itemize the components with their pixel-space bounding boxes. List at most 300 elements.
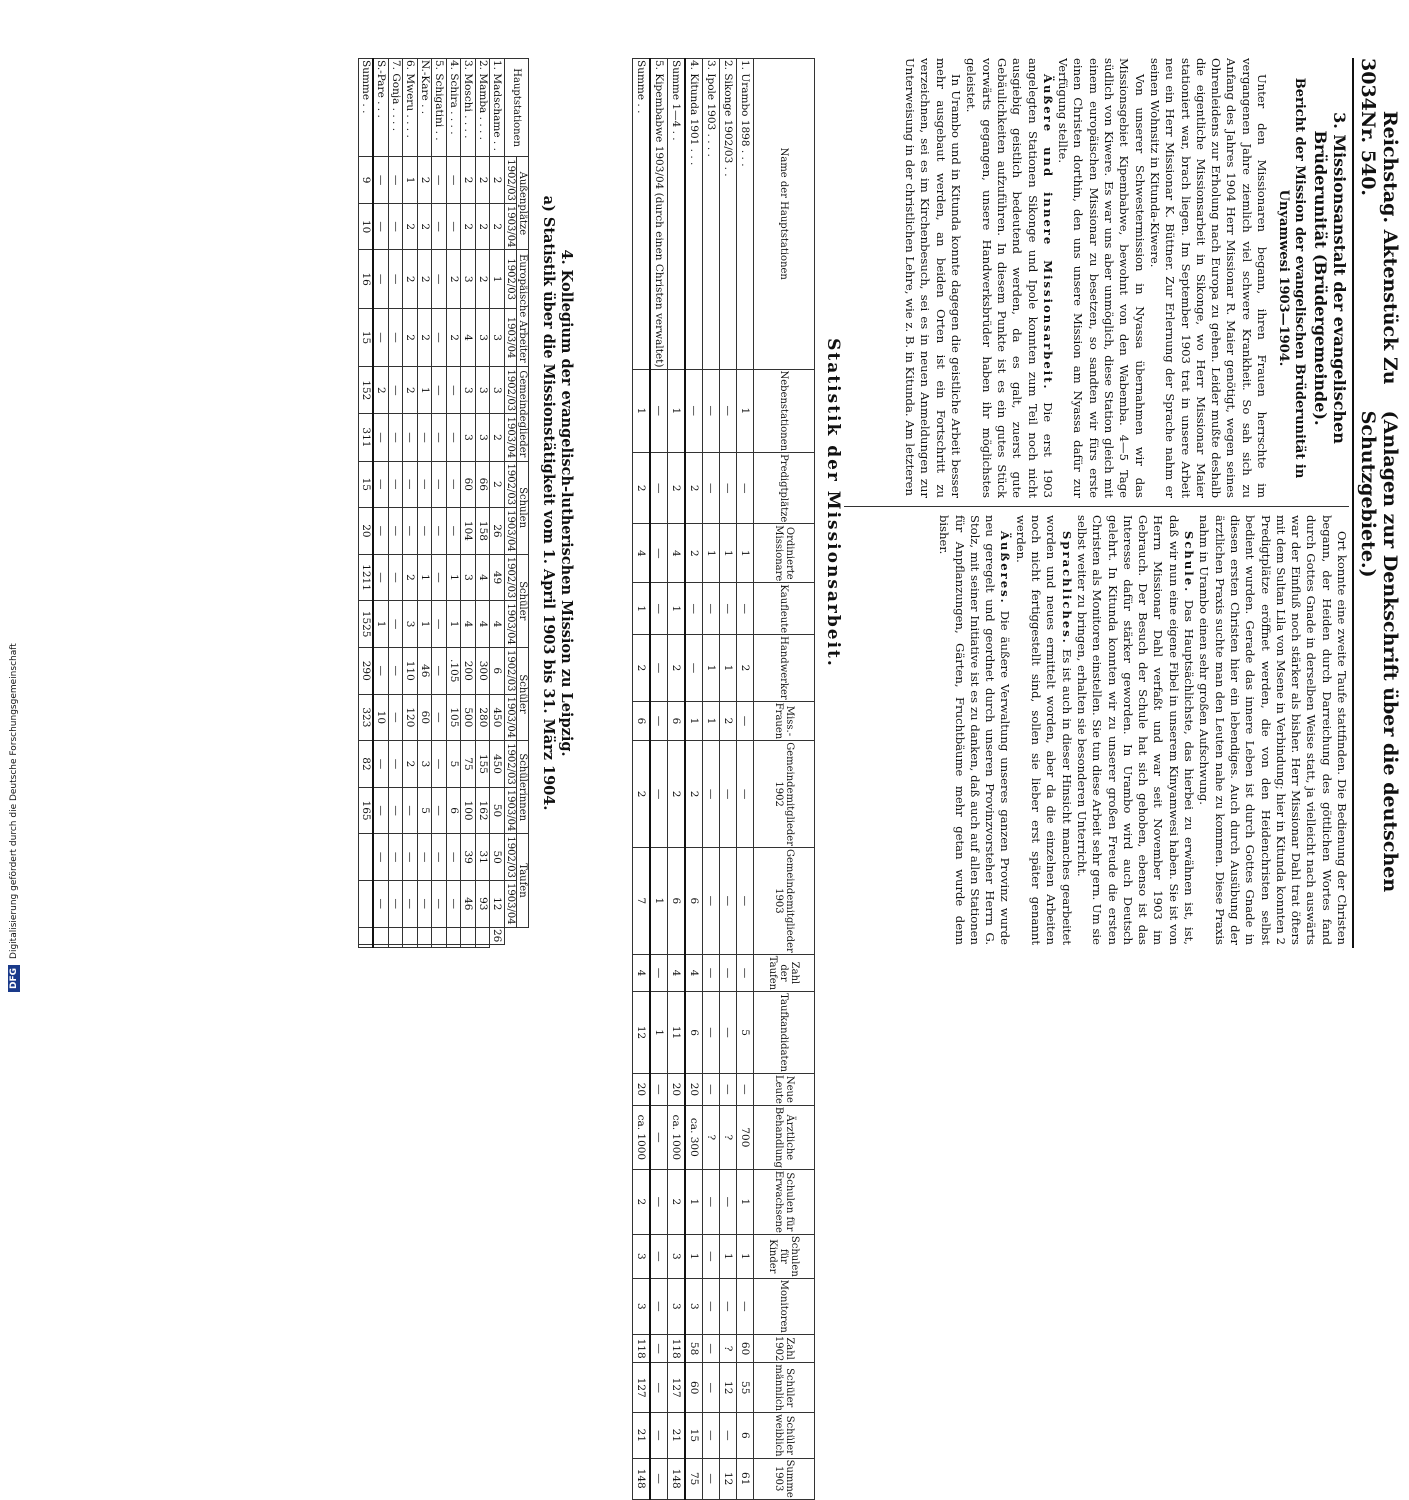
table-row: [737, 59, 754, 1500]
station-name-cell: 3. Ipole 1903 . . . .: [703, 59, 720, 370]
table-cell: [418, 927, 433, 944]
page-number: 3034: [1357, 58, 1379, 111]
table-cell: —: [432, 508, 447, 555]
table-cell: —: [720, 741, 737, 848]
table-cell: —: [650, 954, 668, 991]
table-row: [685, 59, 703, 1500]
table-cell: 323: [359, 694, 374, 741]
table-cell: 2: [668, 1169, 686, 1234]
table-cell: —: [737, 701, 754, 740]
table-cell: 148: [668, 1458, 686, 1499]
station-name-cell: 1. Madschame . .: [490, 59, 505, 157]
table-cell: —: [720, 1169, 737, 1234]
table-cell: 3: [461, 414, 476, 461]
table-cell: —: [703, 954, 720, 991]
table-cell: 2: [737, 635, 754, 702]
table-cell: ca. 300: [685, 1105, 703, 1169]
table-cell: 2: [633, 635, 651, 702]
table-cell: —: [432, 461, 447, 508]
table-cell: 6: [685, 992, 703, 1074]
table-year-cell: 1902/03: [505, 250, 517, 308]
table-cell: ?: [720, 1334, 737, 1362]
table-row: [650, 59, 668, 1500]
table-cell: 1: [737, 1234, 754, 1278]
table-cell: —: [418, 834, 433, 881]
table-cell: —: [374, 250, 389, 308]
table-cell: —: [389, 367, 404, 414]
table-cell: 4: [633, 954, 651, 991]
table-cell: 1: [720, 524, 737, 583]
table-cell: .105: [447, 647, 462, 694]
table-cell: 2: [668, 453, 686, 524]
table-cell: —: [432, 554, 447, 601]
table-row: [720, 59, 737, 1500]
table-header-cell: Schüler männlich: [754, 1363, 815, 1413]
table-year-cell: 1902/03: [505, 834, 517, 881]
table-row: [461, 59, 476, 948]
table-cell: —: [447, 157, 462, 204]
table-cell: 3: [461, 367, 476, 414]
table-cell: 7: [633, 847, 651, 954]
table-cell: 49: [490, 554, 505, 601]
table-cell: 12: [720, 1363, 737, 1413]
table-cell: —: [374, 880, 389, 927]
table-cell: 1: [490, 250, 505, 308]
table-cell: 2: [403, 203, 418, 250]
table-cell: —: [403, 508, 418, 555]
table-cell: 148: [633, 1458, 651, 1499]
table-year-cell: 1903/04: [505, 880, 517, 927]
table-header-cell: Handwerker: [754, 635, 815, 702]
table-header-cell: Neue Leute: [754, 1073, 815, 1105]
table-cell: —: [432, 250, 447, 308]
table-cell: 2: [447, 308, 462, 366]
table-cell: 3: [668, 1234, 686, 1278]
table-cell: 105: [447, 694, 462, 741]
table-cell: —: [720, 1073, 737, 1105]
table-cell: 2: [685, 524, 703, 583]
table-header-cell: Taufkandidaten: [754, 992, 815, 1074]
paragraph: [936, 515, 1012, 945]
table-cell: —: [720, 453, 737, 524]
table-cell: 1: [650, 847, 668, 954]
table-cell: 1211: [359, 554, 374, 601]
paragraph-lead: Äußeres.: [998, 531, 1013, 605]
text-column-right: [844, 515, 1349, 945]
station-name-cell: 6. Mweru . . . .: [403, 59, 418, 157]
table-cell: 1: [418, 554, 433, 601]
table-cell: 1: [685, 701, 703, 740]
table-cell: 10: [374, 694, 389, 741]
table-cell: 311: [359, 414, 374, 461]
station-name-cell: S.-Pare . . .: [374, 59, 389, 157]
digitization-footer: [0, 0, 28, 1000]
table-year-cell: 1903/04: [505, 308, 517, 366]
table-cell: —: [650, 1413, 668, 1459]
section-4-heading: [539, 58, 575, 948]
table-cell: ca. 1000: [633, 1105, 651, 1169]
table-cell: —: [389, 461, 404, 508]
table-year-cell: 1902/03: [505, 461, 517, 508]
table-cell: —: [720, 954, 737, 991]
paragraph: [1012, 515, 1073, 945]
table-cell: 155: [476, 741, 491, 788]
table-cell: —: [432, 367, 447, 414]
table-year-cell: 1903/04: [505, 203, 517, 250]
table-cell: 2: [476, 250, 491, 308]
paragraph: Ort konnte eine zweite Taufe stattfinden. Die Bedienung der Christen begann, der Heiden durch Darreichung des göttlichen Wortes fand durch Gottes Gnade in derselben Weise statt, ja vielleicht nach auswärts war der Einfluß noch stärker als bisher. Herr Missionar Dahl trat öfters mit dem Sultan Lila von Msene in Verbindung; hier in Kitunda konnten 2 Predigtplätze eröffnet werden, die von den Heidenchristen selbst bedient wurden. Gerade das innere Leben ist durch Gottes Gnade in diesen ersten Christen hier ein lebendiges. Auch durch Ausübung der ärztlichen Praxis suchte man den Leuten nahe zu kommen. Diese Praxis nahm in Urambo einen sehr großen Aufschwung.: [1197, 515, 1349, 945]
table-cell: —: [703, 369, 720, 453]
table-cell: 6: [447, 787, 462, 834]
table-cell: 20: [685, 1073, 703, 1105]
table-cell: 1: [703, 524, 720, 583]
table-cell: —: [374, 741, 389, 788]
table-header-cell: Nebenstationen: [754, 369, 815, 453]
table-cell: —: [685, 635, 703, 702]
table-group-header-cell: Schüler: [517, 554, 529, 647]
table-cell: —: [447, 203, 462, 250]
table-cell: —: [720, 847, 737, 954]
table-cell: 46: [461, 880, 476, 927]
table-cell: 2: [403, 367, 418, 414]
table-cell: 12: [633, 992, 651, 1074]
table-header-cell: Monitoren: [754, 1278, 815, 1334]
paragraph: In Urambo und in Kitunda konnte dagegen die geistliche Arbeit besser mehr ausgebaut werden, an beiden Orten ist ein Fortschritt zu verzeichnen, sei es im Kirchenbesuch, sei es in neuen Anmeldungen zur Unterweisung in der christlichen Lehre, wie z. B. in Kitunda. Am letzteren: [903, 58, 964, 498]
table-cell: 4: [633, 524, 651, 583]
running-title: Reichstag. Aktenstück Zu Nr. 540.: [1357, 110, 1401, 385]
table-cell: 20: [633, 1073, 651, 1105]
table-cell: —: [432, 787, 447, 834]
paragraph-lead: Schule.: [1182, 531, 1197, 594]
table-cell: —: [374, 157, 389, 204]
table-cell: 2: [685, 453, 703, 524]
table-cell: [476, 927, 491, 944]
table-cell: 60: [685, 1363, 703, 1413]
table-cell: —: [389, 203, 404, 250]
table-cell: 4: [461, 308, 476, 366]
table-cell: —: [389, 647, 404, 694]
table-cell: 5: [447, 741, 462, 788]
station-name-cell: 2. Sikonge 1902/03 . .: [720, 59, 737, 370]
table-year-cell: 1902/03: [505, 157, 517, 204]
table-cell: 2: [490, 414, 505, 461]
table-cell: 6: [633, 701, 651, 740]
table-cell: —: [389, 508, 404, 555]
table-header-cell: Gemeindemitglieder 1902: [754, 741, 815, 848]
table-group-header-row: [517, 59, 529, 948]
station-name-cell: 7. Gonja . . . .: [389, 59, 404, 157]
table-cell: —: [703, 992, 720, 1074]
table-cell: —: [650, 1278, 668, 1334]
table-cell: —: [650, 583, 668, 635]
table-cell: —: [432, 414, 447, 461]
table-cell: —: [447, 508, 462, 555]
table-cell: 1: [737, 369, 754, 453]
table-cell: 2: [461, 157, 476, 204]
table-cell: [476, 944, 491, 947]
table-cell: 1: [703, 701, 720, 740]
table-row: [703, 59, 720, 1500]
table-cell: 120: [403, 694, 418, 741]
table-cell: 3: [476, 414, 491, 461]
table-cell: —: [703, 1234, 720, 1278]
table-cell: —: [389, 601, 404, 648]
table-cell: 3: [403, 601, 418, 648]
table-cell: 2: [490, 203, 505, 250]
station-name-cell: 5. Kipembabwe 1903/04 (durch einen Christen verwaltet): [650, 59, 668, 370]
table-cell: —: [650, 1105, 668, 1169]
table-cell: 1: [685, 1169, 703, 1234]
table-year-cell: 1903/04: [505, 694, 517, 741]
text-column-left: [844, 58, 1349, 498]
table-cell: 15: [685, 1413, 703, 1459]
table-cell: —: [374, 647, 389, 694]
table-cell: 300: [476, 647, 491, 694]
table-cell: 4: [476, 601, 491, 648]
table-cell: 450: [490, 741, 505, 788]
table-cell: 2: [418, 203, 433, 250]
table-cell: 1: [668, 369, 686, 453]
footer-text: Digitalisierung gefördert durch die Deutsche Forschungsgemeinschaft: [9, 643, 19, 959]
table-cell: —: [650, 1234, 668, 1278]
table-cell: 1: [633, 369, 651, 453]
table-cell: 100: [461, 787, 476, 834]
table-cell: —: [737, 583, 754, 635]
station-name-cell: 3. Moschi . . . .: [461, 59, 476, 157]
table-cell: 3: [633, 1278, 651, 1334]
table-cell: 26: [490, 508, 505, 555]
table-group-header-cell: Gemeindeglieder: [517, 367, 529, 461]
table-header-cell: Schüler weiblich: [754, 1413, 815, 1459]
table-cell: —: [650, 635, 668, 702]
table-cell: 21: [668, 1413, 686, 1459]
table-cell: 2: [403, 554, 418, 601]
table-row: [389, 59, 404, 948]
table-cell: 75: [685, 1458, 703, 1499]
paragraph: [1074, 515, 1196, 945]
table-cell: —: [432, 834, 447, 881]
report-title: Bericht der Mission der evangelischen Brüderunität in Unyamwesi 1903—1904.: [1276, 77, 1307, 479]
table-cell: —: [389, 414, 404, 461]
table-year-cell: 1903/04: [505, 414, 517, 461]
table-cell: 26: [491, 928, 504, 943]
table-cell: 118: [633, 1334, 651, 1362]
table-cell: —: [389, 787, 404, 834]
table-cell: [403, 927, 418, 944]
station-name-cell: 4. Schira . . . .: [447, 59, 462, 157]
table-year-cell: 1903/04: [505, 508, 517, 555]
table-cell: —: [737, 1278, 754, 1334]
section-4-title: 4. Kollegium der evangelisch-lutherischen Mission zu Leipzig.: [558, 249, 575, 757]
table-cell: 127: [668, 1363, 686, 1413]
table-cell: 450: [490, 694, 505, 741]
station-name-cell: 2. Mamba . . . .: [476, 59, 491, 157]
table-cell: —: [650, 524, 668, 583]
table-cell: —: [703, 1169, 720, 1234]
table-cell: 2: [490, 157, 505, 204]
table-group-header-cell: Schulen: [517, 461, 529, 554]
table-cell: 2: [720, 701, 737, 740]
paragraph-text: Die äußere Verwaltung unseres ganzen Provinz wurde neu geregelt und geordnet durch unseren Provinzvorsteher Herrn G. Stolz, mit seiner Initiative ist es zu danken, daß auch auf allen Stationen für Anpflanzungen, Gärten, Fruchtbäume mehr getan wurde denn bisher.: [937, 515, 1013, 945]
section-4-subtitle: a) Statistik über die Missionstätigkeit vom 1. April 1903 bis 31. März 1904.: [540, 195, 557, 811]
table-cell: 104: [461, 508, 476, 555]
table-cell: 75: [461, 741, 476, 788]
table-cell: 2: [490, 461, 505, 508]
table-cell: 1: [374, 601, 389, 648]
table-cell: 118: [668, 1334, 686, 1362]
table-cell: —: [650, 1458, 668, 1499]
table-cell: 1: [418, 367, 433, 414]
table-cell: 60: [418, 694, 433, 741]
table-group-header-cell: Hauptstationen: [505, 59, 529, 157]
table-year-cell: 1902/03: [505, 741, 517, 788]
table-cell: 2: [418, 308, 433, 366]
table-cell: 1: [737, 1169, 754, 1234]
table-cell: [359, 927, 374, 944]
table-group-header-cell: Europäische Arbeiter: [517, 250, 529, 367]
table-cell: 15: [359, 461, 374, 508]
table-cell: [461, 927, 476, 944]
table-cell: 162: [476, 787, 491, 834]
table-year-cell: 1902/03: [505, 554, 517, 601]
table-cell: —: [447, 834, 462, 881]
paragraph: Unter den Missionaren begann, ihren Frauen herrschte im vergangenen Jahre ziemlich viel schwere Krankheit. So sah sich zu Anfang des Jahres 1904 Herr Missionar R. Maier genötigt, wegen seines Ohrenleidens zur Erholung nach Europa zu gehen. Leider mußte deshalb die eigentliche Missionsarbeit in Sikonge, wo Herr Missionar Maier stationiert war, brach liegen. Im September 1903 trat in unsere Arbeit neu ein Herr Missionar K. Büttner. Zur Erlernung der Sprache nahm er seinen Wohnsitz in Kitunda-Kiwere.: [1147, 58, 1269, 498]
table-cell: 93: [476, 880, 491, 927]
station-name-cell: 4. Kitunda 1901 . . .: [685, 59, 703, 370]
table-cell: 3: [476, 367, 491, 414]
table-cell: —: [685, 583, 703, 635]
table-cell: —: [389, 157, 404, 204]
table-cell: —: [720, 1278, 737, 1334]
table-row: [490, 59, 505, 948]
table-cell: —: [737, 1073, 754, 1105]
table-cell: 280: [476, 694, 491, 741]
section-3-title: 3. Missionsanstalt der evangelischen Brüderunität (Brüdergemeinde).: [1311, 112, 1349, 444]
station-name-cell: Summe . .: [633, 59, 651, 370]
table-cell: —: [650, 741, 668, 848]
page-header: [1352, 58, 1401, 948]
table-cell: 200: [461, 647, 476, 694]
table-cell: —: [432, 694, 447, 741]
table-cell: —: [403, 880, 418, 927]
table-cell: —: [403, 461, 418, 508]
table-cell: —: [389, 250, 404, 308]
table-row: [374, 59, 389, 948]
table-cell: 3: [418, 741, 433, 788]
table-year-cell: 1903/04: [505, 601, 517, 648]
table-cell: 4: [461, 601, 476, 648]
table-cell: —: [389, 308, 404, 366]
table-cell: —: [403, 787, 418, 834]
table-cell: 1: [650, 992, 668, 1074]
table-cell: —: [432, 157, 447, 204]
table-cell: —: [650, 701, 668, 740]
table-cell: [359, 944, 374, 947]
table-cell: —: [650, 1334, 668, 1362]
table-header-cell: Predigtplätze: [754, 453, 815, 524]
table-1-title: Statistik der Missionsarbeit.: [823, 338, 843, 668]
table-cell: 21: [633, 1413, 651, 1459]
table-header-cell: Zahl 1902: [754, 1334, 815, 1362]
table-cell: —: [374, 414, 389, 461]
table-cell: —: [720, 1413, 737, 1459]
table-row: [432, 59, 447, 948]
table-cell: —: [737, 954, 754, 991]
table-cell: 6: [490, 647, 505, 694]
table-cell: —: [447, 414, 462, 461]
table-cell: 58: [685, 1334, 703, 1362]
table-cell: —: [685, 369, 703, 453]
table-cell: 2: [476, 203, 491, 250]
table-cell: —: [403, 834, 418, 881]
table-header-cell: Miss.-Frauen: [754, 701, 815, 740]
table-cell: —: [737, 453, 754, 524]
table-header-cell: Ordinierte Missionare: [754, 524, 815, 583]
table-header-cell: Gemeindemitglieder 1903: [754, 847, 815, 954]
paragraph-lead: Äußere und innere Missionsarbeit.: [1040, 74, 1055, 391]
table-cell: [432, 944, 447, 947]
table-cell: —: [703, 453, 720, 524]
table-cell: 1: [737, 524, 754, 583]
table-cell: —: [389, 554, 404, 601]
table-cell: —: [432, 203, 447, 250]
table-cell: —: [374, 554, 389, 601]
table-cell: —: [418, 414, 433, 461]
table-cell: —: [703, 741, 720, 848]
table-cell: —: [389, 834, 404, 881]
table-cell: 4: [476, 554, 491, 601]
table-cell: [374, 927, 389, 944]
table-cell: ca. 1000: [668, 1105, 686, 1169]
table-cell: —: [650, 1363, 668, 1413]
table-cell: 4: [668, 524, 686, 583]
table-header-cell: Schulen für Kinder: [754, 1234, 815, 1278]
table-header-cell: Summe 1903: [754, 1458, 815, 1499]
table-row: [403, 59, 418, 948]
table-cell: 3: [476, 308, 491, 366]
table-cell: —: [650, 453, 668, 524]
table-cell: 1525: [359, 601, 374, 648]
table-cell: [389, 927, 404, 944]
table-cell: 50: [490, 834, 505, 881]
table-cell: 66: [476, 461, 491, 508]
table-cell: 2: [461, 203, 476, 250]
table-cell: —: [447, 367, 462, 414]
table-cell: 55: [737, 1363, 754, 1413]
table-cell: —: [737, 741, 754, 848]
table-cell: 2: [374, 367, 389, 414]
mission-statistics-table: [632, 58, 815, 1500]
table-cell: —: [650, 369, 668, 453]
table-cell: —: [374, 787, 389, 834]
table-cell: 158: [476, 508, 491, 555]
table-cell: 152: [359, 367, 374, 414]
table-cell: 3: [490, 367, 505, 414]
table-year-cell: 1903/04: [505, 787, 517, 834]
table-cell: 61: [737, 1458, 754, 1499]
table-cell: 3: [668, 1278, 686, 1334]
table-cell: 127: [633, 1363, 651, 1413]
paragraph: Von unserer Schwestermission in Nyassa übernahmen wir das Missionsgebiet Kipembabwe, bewohnt von den Wabemba. 4—5 Tage südlich von Kiwere. Es war uns aber unmöglich, diese Station gleich mit einem europäischen Missionar zu besetzen, so sandten wir fürs erste einen Christen dorthin, den uns unsere Mission am Nyassa dafür zur Verfügung stellte.: [1056, 58, 1147, 498]
table-cell: —: [650, 1169, 668, 1234]
table-group-header-cell: Schüler: [517, 647, 529, 740]
table-cell: 39: [461, 834, 476, 881]
table-cell: [403, 944, 418, 947]
table-row: [633, 59, 651, 1500]
table-header-cell: Ärztliche Behandlung: [754, 1105, 815, 1169]
table-cell: —: [703, 1278, 720, 1334]
table-cell: —: [703, 1334, 720, 1362]
